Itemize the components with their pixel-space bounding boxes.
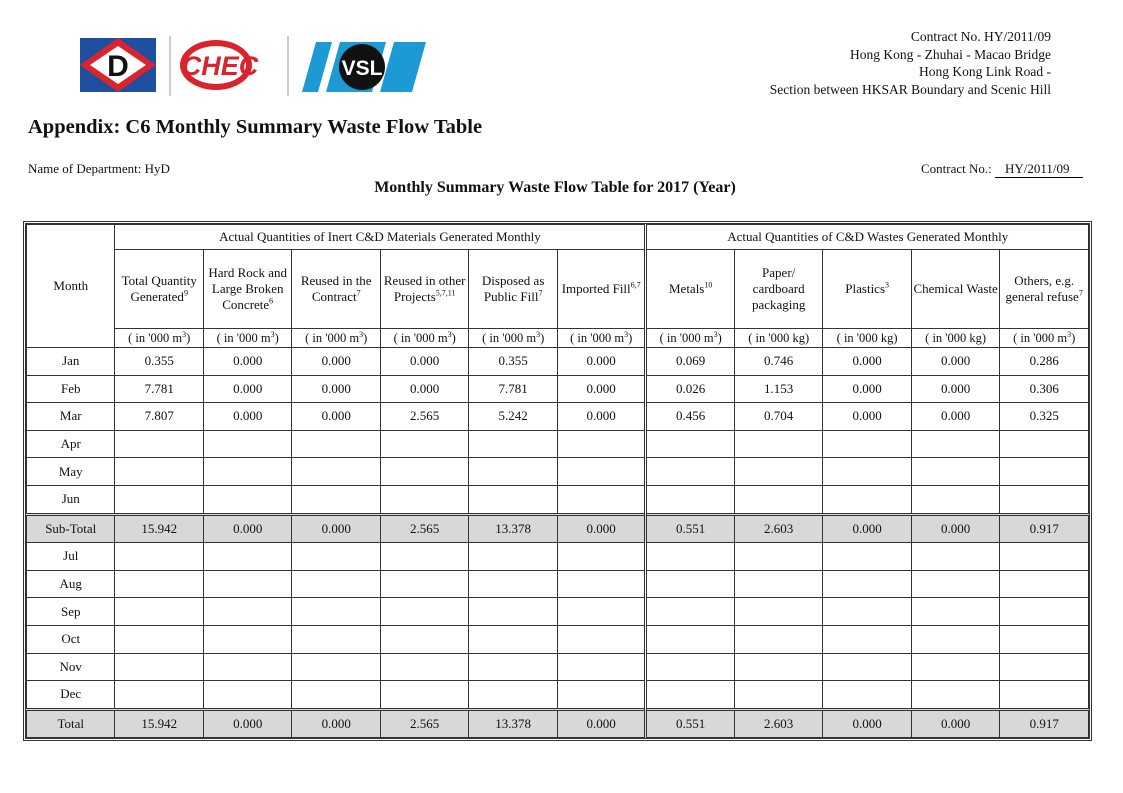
unit-cell (115, 329, 203, 348)
value-cell: 13.378 (469, 709, 557, 738)
unit-cell (292, 329, 380, 348)
value-cell: 0.000 (557, 348, 646, 376)
value-cell: 2.603 (734, 709, 822, 738)
value-cell (734, 681, 822, 710)
month-cell: May (27, 458, 115, 486)
unit-row (27, 329, 1089, 348)
value-cell (380, 543, 468, 571)
value-cell (115, 458, 203, 486)
value-cell (734, 598, 822, 626)
column-header-label: Total Quantity Generated (121, 273, 197, 304)
month-header: Month (27, 225, 115, 348)
column-header-footnote: 7 (538, 288, 543, 298)
value-cell: 0.000 (823, 403, 911, 431)
value-cell: 0.355 (115, 348, 203, 376)
group-header-row (27, 225, 1089, 250)
column-header (734, 250, 822, 329)
waste-flow-table (26, 224, 1089, 738)
value-cell (292, 570, 380, 598)
value-cell (557, 570, 646, 598)
appendix-title: Appendix: C6 Monthly Summary Waste Flow Table (28, 116, 483, 138)
value-cell (380, 485, 468, 514)
value-cell: 7.807 (115, 403, 203, 431)
value-cell (911, 625, 999, 653)
value-cell (380, 653, 468, 681)
unit-superscript: 3 (270, 329, 275, 339)
column-header (1000, 250, 1089, 329)
value-cell (115, 653, 203, 681)
value-cell (646, 625, 734, 653)
value-cell (469, 653, 557, 681)
value-cell: 0.000 (203, 348, 291, 376)
contract-header (770, 28, 1051, 98)
value-cell (646, 543, 734, 571)
value-cell: 2.565 (380, 514, 468, 543)
value-cell (911, 681, 999, 710)
value-cell (292, 653, 380, 681)
value-cell: 0.000 (380, 375, 468, 403)
column-header-label: Paper/ cardboard packaging (751, 265, 806, 312)
column-header-footnote: 10 (704, 280, 713, 290)
column-header-label: Chemical Waste (913, 281, 998, 296)
month-cell: Sub-Total (27, 514, 115, 543)
value-cell (823, 598, 911, 626)
value-cell (469, 598, 557, 626)
value-cell (823, 458, 911, 486)
month-cell: Feb (27, 375, 115, 403)
column-header (823, 250, 911, 329)
value-cell (203, 653, 291, 681)
value-cell (911, 570, 999, 598)
unit-superscript: 3 (1067, 329, 1072, 339)
value-cell (203, 543, 291, 571)
value-cell: 0.000 (292, 709, 380, 738)
value-cell: 5.242 (469, 403, 557, 431)
value-cell (911, 458, 999, 486)
value-cell (203, 430, 291, 458)
value-cell: 13.378 (469, 514, 557, 543)
value-cell (292, 625, 380, 653)
value-cell: 0.286 (1000, 348, 1089, 376)
value-cell (823, 430, 911, 458)
value-cell (911, 598, 999, 626)
unit-superscript: 3 (182, 329, 187, 339)
unit-text: ( in '000 kg) (836, 331, 898, 345)
value-cell: 0.000 (292, 348, 380, 376)
value-cell (469, 625, 557, 653)
contract-number-line: Contract No. HY/2011/09 (910, 29, 1051, 44)
value-cell (469, 485, 557, 514)
value-cell (380, 458, 468, 486)
value-cell: 0.000 (292, 403, 380, 431)
value-cell (292, 458, 380, 486)
month-cell: Jan (27, 348, 115, 376)
value-cell: 0.069 (646, 348, 734, 376)
unit-cell (823, 329, 911, 348)
column-header-footnote: 7 (356, 288, 361, 298)
column-header-label: Reused in other Projects (383, 273, 466, 304)
month-cell: Mar (27, 403, 115, 431)
value-cell (380, 681, 468, 710)
value-cell (1000, 653, 1089, 681)
unit-text: ( in '000 m (216, 331, 271, 345)
table-row (27, 681, 1089, 710)
month-cell: Jun (27, 485, 115, 514)
value-cell (469, 543, 557, 571)
value-cell (823, 681, 911, 710)
column-header-label: Others, e.g. general refuse (1005, 273, 1079, 304)
month-cell: Oct (27, 625, 115, 653)
unit-close: ) (451, 331, 456, 345)
value-cell (911, 485, 999, 514)
value-cell (380, 570, 468, 598)
value-cell (115, 598, 203, 626)
column-header-label: Metals (668, 281, 705, 296)
unit-close: ) (186, 331, 191, 345)
month-cell: Jul (27, 543, 115, 571)
unit-superscript: 3 (447, 329, 452, 339)
value-cell: 0.000 (292, 514, 380, 543)
value-cell: 0.551 (646, 709, 734, 738)
unit-cell (1000, 329, 1089, 348)
unit-text: ( in '000 m (1013, 331, 1068, 345)
value-cell (557, 430, 646, 458)
unit-cell (734, 329, 822, 348)
column-header-label: Reused in the Contract (300, 273, 372, 304)
unit-cell (646, 329, 734, 348)
unit-text: ( in '000 m (393, 331, 448, 345)
value-cell: 0.746 (734, 348, 822, 376)
unit-close: ) (274, 331, 279, 345)
column-header-footnote: 9 (183, 288, 188, 298)
value-cell (557, 485, 646, 514)
column-header-label: Hard Rock and Large Broken Concrete (208, 265, 288, 312)
value-cell (911, 653, 999, 681)
unit-text: ( in '000 m (305, 331, 360, 345)
value-cell (1000, 543, 1089, 571)
table-row (27, 485, 1089, 514)
column-header (115, 250, 203, 329)
value-cell: 7.781 (115, 375, 203, 403)
value-cell: 0.355 (469, 348, 557, 376)
value-cell: 0.704 (734, 403, 822, 431)
value-cell: 0.000 (557, 709, 646, 738)
column-header-footnote: 5,7,11 (435, 288, 456, 298)
month-cell: Apr (27, 430, 115, 458)
value-cell: 0.000 (557, 375, 646, 403)
value-cell (734, 458, 822, 486)
unit-close: ) (717, 331, 722, 345)
value-cell (203, 625, 291, 653)
table-row (27, 625, 1089, 653)
value-cell (203, 485, 291, 514)
value-cell (734, 625, 822, 653)
value-cell (734, 430, 822, 458)
value-cell (203, 458, 291, 486)
value-cell: 0.000 (203, 375, 291, 403)
value-cell: 0.917 (1000, 514, 1089, 543)
table-row (27, 430, 1089, 458)
value-cell: 0.000 (911, 348, 999, 376)
value-cell (646, 485, 734, 514)
unit-cell (203, 329, 291, 348)
unit-superscript: 3 (624, 329, 629, 339)
month-cell: Dec (27, 681, 115, 710)
value-cell (469, 430, 557, 458)
road-line: Hong Kong Link Road - (919, 64, 1051, 79)
value-cell (823, 485, 911, 514)
subtotal-row (27, 709, 1089, 738)
value-cell (469, 681, 557, 710)
value-cell: 0.000 (203, 403, 291, 431)
contract-no-value: HY/2011/09 (995, 161, 1083, 178)
unit-cell (380, 329, 468, 348)
contract-no-label: Contract No.: (920, 161, 992, 176)
department-label: Name of Department: HyD (28, 161, 170, 176)
value-cell: 0.000 (823, 348, 911, 376)
unit-cell (469, 329, 557, 348)
value-cell (380, 598, 468, 626)
vsl-logo-text: VSL (341, 57, 383, 80)
value-cell (1000, 570, 1089, 598)
table-row (27, 348, 1089, 376)
value-cell (646, 430, 734, 458)
value-cell (292, 430, 380, 458)
value-cell: 0.917 (1000, 709, 1089, 738)
unit-text: ( in '000 kg) (925, 331, 987, 345)
value-cell (380, 625, 468, 653)
dragages-logo (80, 38, 156, 92)
value-cell (469, 570, 557, 598)
table-row (27, 403, 1089, 431)
column-header-footnote: 7 (1078, 288, 1083, 298)
value-cell (292, 543, 380, 571)
column-header (292, 250, 380, 329)
value-cell: 0.000 (380, 348, 468, 376)
vsl-logo (302, 42, 426, 92)
month-cell: Aug (27, 570, 115, 598)
column-header (203, 250, 291, 329)
value-cell (380, 430, 468, 458)
value-cell (469, 458, 557, 486)
value-cell (203, 598, 291, 626)
value-cell (734, 543, 822, 571)
column-header-footnote: 6 (269, 296, 274, 306)
column-header (557, 250, 646, 329)
table-title: Monthly Summary Waste Flow Table for 2017 (Year) (374, 179, 736, 196)
value-cell: 7.781 (469, 375, 557, 403)
value-cell (557, 458, 646, 486)
value-cell: 0.000 (203, 709, 291, 738)
wastes-group-header: Actual Quantities of C&D Wastes Generated Monthly (646, 225, 1089, 250)
value-cell (115, 485, 203, 514)
table-row (27, 570, 1089, 598)
chec-logo (180, 40, 259, 90)
project-line: Hong Kong - Zhuhai - Macao Bridge (850, 46, 1051, 62)
value-cell: 15.942 (115, 514, 203, 543)
value-cell (646, 653, 734, 681)
value-cell: 0.000 (557, 514, 646, 543)
unit-close: ) (540, 331, 545, 345)
value-cell (292, 681, 380, 710)
value-cell (734, 485, 822, 514)
value-cell (292, 485, 380, 514)
unit-text: ( in '000 m (659, 331, 714, 345)
unit-text: ( in '000 m (482, 331, 537, 345)
value-cell: 0.000 (911, 375, 999, 403)
value-cell (823, 625, 911, 653)
unit-text: ( in '000 m (570, 331, 625, 345)
unit-superscript: 3 (536, 329, 541, 339)
value-cell (646, 570, 734, 598)
value-cell: 15.942 (115, 709, 203, 738)
chec-logo-text: CHEC (181, 51, 259, 81)
column-header-label: Plastics (845, 281, 886, 296)
contract-no-field (921, 161, 1083, 178)
value-cell (646, 681, 734, 710)
value-cell (1000, 485, 1089, 514)
value-cell: 1.153 (734, 375, 822, 403)
value-cell: 2.565 (380, 709, 468, 738)
column-header (911, 250, 999, 329)
dragages-logo-text: D (107, 50, 129, 83)
value-cell: 0.000 (292, 375, 380, 403)
value-cell: 0.000 (557, 403, 646, 431)
table-row (27, 458, 1089, 486)
value-cell: 0.026 (646, 375, 734, 403)
table-row (27, 653, 1089, 681)
table-body (27, 225, 1089, 738)
subtotal-row (27, 514, 1089, 543)
column-header (469, 250, 557, 329)
column-header-footnote: 3 (885, 280, 890, 290)
month-cell: Sep (27, 598, 115, 626)
value-cell: 2.565 (380, 403, 468, 431)
value-cell: 0.000 (823, 709, 911, 738)
value-cell (734, 570, 822, 598)
inert-group-header: Actual Quantities of Inert C&D Materials Generated Monthly (115, 225, 646, 250)
value-cell: 0.000 (823, 375, 911, 403)
unit-cell (557, 329, 646, 348)
value-cell: 0.456 (646, 403, 734, 431)
section-line: Section between HKSAR Boundary and Scenic Hill (769, 81, 1051, 97)
table-row (27, 598, 1089, 626)
column-header-label: Imported Fill (561, 281, 631, 296)
column-header (380, 250, 468, 329)
value-cell (911, 430, 999, 458)
company-logos (80, 36, 440, 96)
value-cell: 0.325 (1000, 403, 1089, 431)
value-cell (557, 598, 646, 626)
unit-close: ) (363, 331, 368, 345)
value-cell (115, 625, 203, 653)
column-header (646, 250, 734, 329)
value-cell (115, 570, 203, 598)
month-cell: Nov (27, 653, 115, 681)
value-cell (911, 543, 999, 571)
value-cell (557, 653, 646, 681)
value-cell (1000, 681, 1089, 710)
value-cell (115, 681, 203, 710)
value-cell (823, 653, 911, 681)
unit-superscript: 3 (713, 329, 718, 339)
value-cell (557, 681, 646, 710)
value-cell (646, 598, 734, 626)
value-cell (115, 430, 203, 458)
column-header-row (27, 250, 1089, 329)
column-header-label: Disposed as Public Fill (481, 273, 545, 304)
table-row (27, 375, 1089, 403)
value-cell: 0.306 (1000, 375, 1089, 403)
value-cell: 0.000 (911, 709, 999, 738)
value-cell (823, 570, 911, 598)
value-cell (203, 681, 291, 710)
value-cell (557, 543, 646, 571)
value-cell (1000, 430, 1089, 458)
value-cell (734, 653, 822, 681)
unit-superscript: 3 (359, 329, 364, 339)
value-cell (1000, 625, 1089, 653)
unit-close: ) (628, 331, 633, 345)
value-cell (1000, 598, 1089, 626)
value-cell: 0.000 (911, 403, 999, 431)
unit-text: ( in '000 kg) (748, 331, 810, 345)
value-cell (203, 570, 291, 598)
value-cell: 0.000 (911, 514, 999, 543)
unit-cell (911, 329, 999, 348)
value-cell (115, 543, 203, 571)
value-cell (1000, 458, 1089, 486)
table-row (27, 543, 1089, 571)
value-cell (292, 598, 380, 626)
waste-flow-table-frame (23, 221, 1092, 741)
value-cell: 2.603 (734, 514, 822, 543)
value-cell: 0.000 (823, 514, 911, 543)
month-cell: Total (27, 709, 115, 738)
unit-text: ( in '000 m (128, 331, 183, 345)
value-cell: 0.000 (203, 514, 291, 543)
column-header-footnote: 6,7 (630, 280, 641, 290)
value-cell (646, 458, 734, 486)
unit-close: ) (1071, 331, 1076, 345)
value-cell (557, 625, 646, 653)
value-cell: 0.551 (646, 514, 734, 543)
value-cell (823, 543, 911, 571)
